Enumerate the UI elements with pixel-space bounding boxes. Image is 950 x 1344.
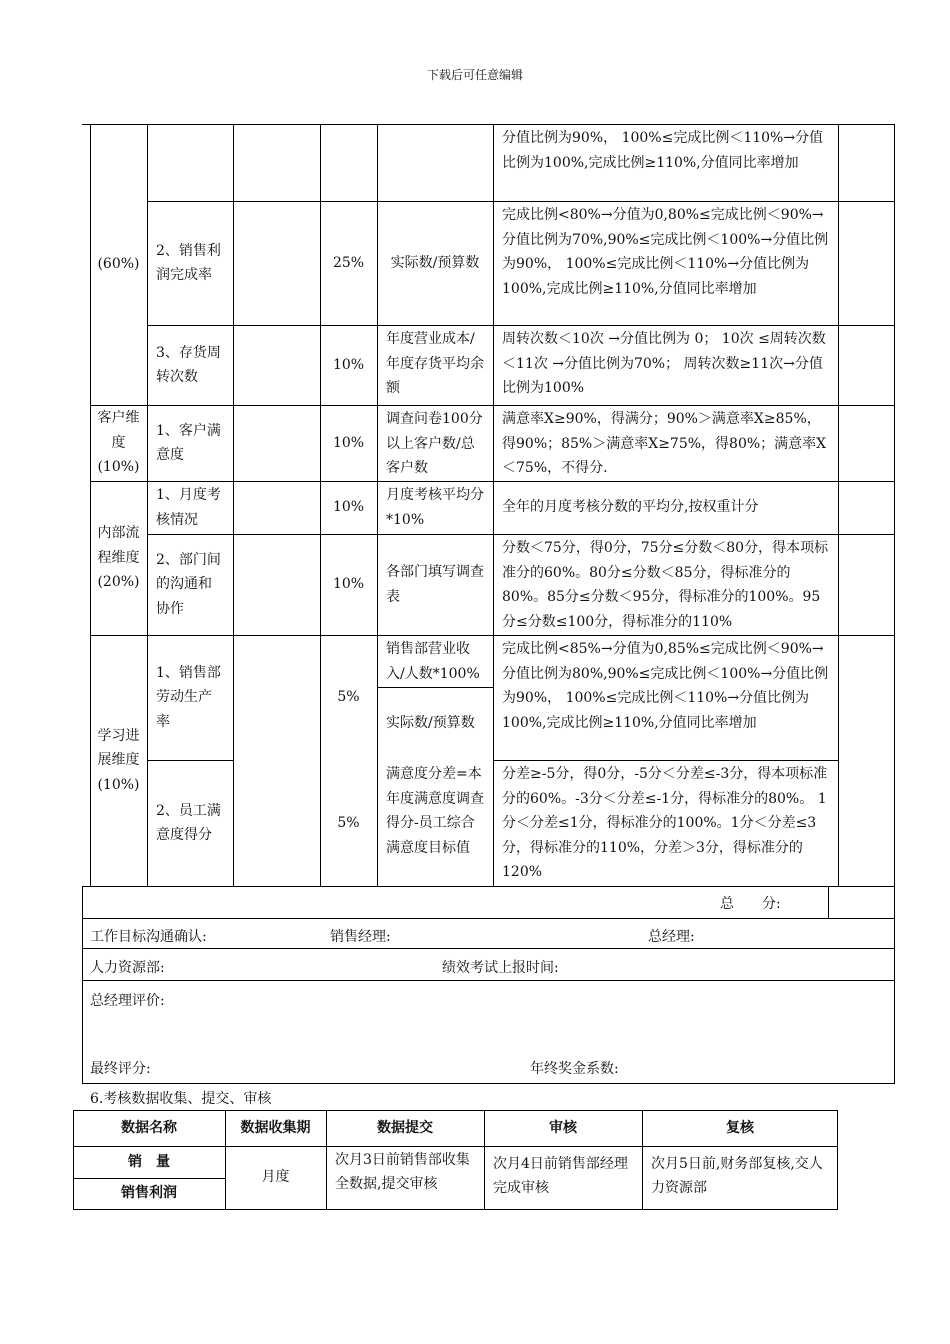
formula-r2: 实际数/预算数 — [390, 254, 480, 271]
formula-r4: 调查问卷100分以上客户数/总客户数 — [386, 411, 483, 476]
col-header-recheck: 复核 — [726, 1119, 754, 1136]
item-r5: 1、月度考核情况 — [156, 487, 221, 528]
general-manager-label: 总经理: — [648, 929, 695, 945]
formula-r7b: 实际数/预算数 — [386, 715, 475, 732]
weight-r3: 10% — [332, 356, 365, 373]
criteria-r3: 周转次数＜10次 →分值比例为 0； 10次 ≤周转次数＜11次 →分值比例为70%； 周转次数≥11次→分值比例为100% — [502, 331, 826, 396]
weight-r6: 10% — [332, 576, 365, 593]
criteria-r1: 分值比例为90%， 100%≤完成比例＜110%→分值比例为100%,完成比例≥110%,分值同比率增加 — [502, 130, 824, 171]
learning-dimension: 学习进展维度(10%) — [97, 727, 140, 793]
item-r4: 1、客户满意度 — [156, 422, 221, 463]
page-header: 下载后可任意编辑 — [426, 68, 523, 82]
item-r7: 1、销售部劳动生产率 — [156, 664, 221, 730]
data-recheck: 次月5日前,财务部复核,交人力资源部 — [651, 1156, 823, 1196]
criteria-r2: 完成比例<80%→分值为0,80%≤完成比例＜90%→分值比例为70%,90%≤完成比例＜100%→分值比例为90%， 100%≤完成比例＜110%→分值比例为100%,完成比例≥110%,分值同比率增加 — [502, 207, 829, 297]
criteria-r8: 分差≥-5分，得0分，-5分＜分差≤-3分，得本项标准分的60%。-3分＜分差≤-1分，得标准分的80%。 1分＜分差≤1分，得标准分的100%。1分＜分差≤3分，得标准分的110%，分差＞3分，得标准分的120% — [502, 766, 828, 880]
item-r2: 2、销售利润完成率 — [156, 242, 221, 283]
final-score-label: 最终评分: — [90, 1061, 151, 1077]
financial-dimension: (60%) — [97, 256, 140, 273]
data-review: 次月4日前销售部经理完成审核 — [493, 1156, 628, 1196]
item-r6: 2、部门间的沟通和协作 — [156, 551, 221, 617]
process-dimension: 内部流程维度(20%) — [97, 525, 140, 591]
bonus-coef-label: 年终奖金系数: — [530, 1061, 619, 1077]
total-score-label: 总 分: — [720, 896, 781, 912]
criteria-r6: 分数＜75分，得0分，75分≤分数＜80分，得本项标准分的60%。80分≤分数＜85分，得标准分的80%。85分≤分数＜95分，得标准分的100%。95分≤分数≤100分，得标准分的110% — [502, 540, 829, 630]
weight-r4: 10% — [332, 434, 365, 451]
data-period: 月度 — [261, 1169, 290, 1186]
data-submit: 次月3日前销售部收集全数据,提交审核 — [335, 1152, 470, 1192]
sales-manager-label: 销售经理: — [330, 929, 391, 945]
goal-confirm-label: 工作目标沟通确认: — [90, 929, 207, 945]
customer-dimension: 客户维度(10%) — [97, 410, 140, 476]
formula-r8: 满意度分差=本年度满意度调查得分-员工综合满意度目标值 — [386, 766, 484, 856]
section6-title: 6.考核数据收集、提交、审核 — [90, 1091, 272, 1107]
col-header-review: 审核 — [549, 1119, 577, 1136]
criteria-r7: 完成比例<85%→分值为0,85%≤完成比例＜90%→分值比例为80%,90%≤完成比例＜100%→分值比例为90%， 100%≤完成比例＜110%→分值比例为100%,完成比例≥110%,分值同比率增加 — [502, 641, 829, 731]
formula-r7a: 销售部营业收入/人数*100% — [386, 641, 480, 682]
formula-r6: 各部门填写调查表 — [386, 564, 484, 605]
data-name-profit: 销售利润 — [121, 1185, 177, 1202]
weight-r8: 5% — [337, 814, 360, 831]
weight-r2: 25% — [332, 254, 365, 271]
gm-comment-label: 总经理评价: — [90, 993, 165, 1009]
hr-label: 人力资源部: — [90, 960, 165, 976]
col-header-name: 数据名称 — [121, 1119, 177, 1136]
col-header-period: 数据收集期 — [240, 1119, 311, 1136]
criteria-r5: 全年的月度考核分数的平均分,按权重计分 — [502, 499, 759, 516]
weight-r7: 5% — [337, 689, 360, 706]
data-name-sales: 销 量 — [128, 1153, 170, 1170]
report-time-label: 绩效考试上报时间: — [442, 960, 559, 976]
col-header-submit: 数据提交 — [377, 1119, 433, 1136]
formula-r5: 月度考核平均分*10% — [386, 487, 484, 528]
item-r8: 2、员工满意度得分 — [156, 802, 221, 843]
criteria-r4: 满意率X≥90%，得满分；90%＞满意率X≥85%，得90%；85%＞满意率X≥75%，得80%；满意率X＜75%，不得分. — [502, 411, 827, 476]
formula-r3: 年度营业成本/年度存货平均余额 — [386, 331, 484, 396]
item-r3: 3、存货周转次数 — [156, 344, 221, 385]
weight-r5: 10% — [332, 499, 365, 516]
